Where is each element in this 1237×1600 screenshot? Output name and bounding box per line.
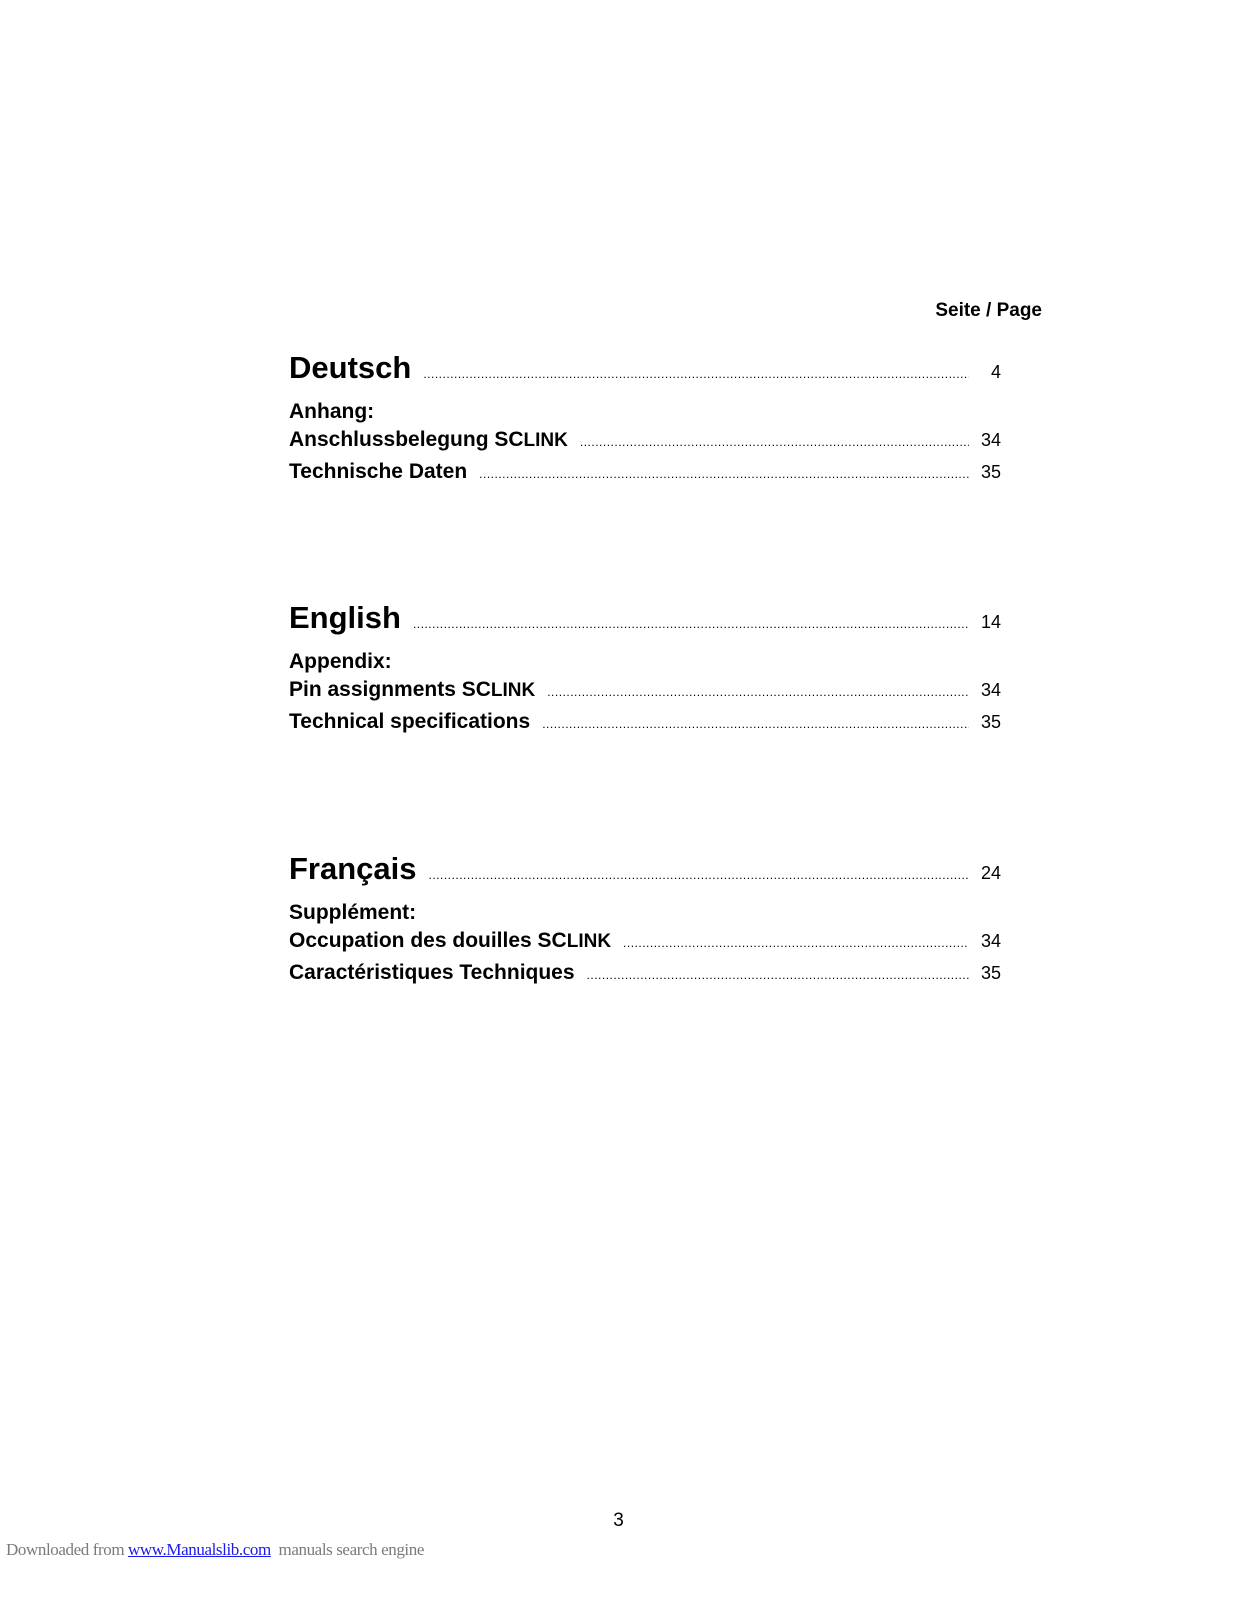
- toc-entry-deutsch[interactable]: [289, 350, 1002, 396]
- entry-label: Caractéristiques Techniques: [289, 961, 575, 984]
- entry-label: Occupation des douilles SCLINK: [289, 929, 612, 952]
- toc-entry[interactable]: [289, 460, 1002, 492]
- section-title: English: [289, 600, 401, 635]
- sub-heading: Appendix:: [289, 650, 392, 673]
- page-ref: 34: [980, 931, 1001, 951]
- page-ref: 24: [980, 863, 1001, 883]
- toc-entry[interactable]: [289, 710, 1002, 742]
- entry-label: Technische Daten: [289, 460, 468, 483]
- toc-section-francais: [289, 851, 1002, 993]
- sub-heading: Supplément:: [289, 901, 417, 924]
- toc-entry[interactable]: [289, 678, 1002, 710]
- page-ref: 34: [980, 430, 1001, 450]
- dot-leader: [623, 936, 969, 950]
- toc-entry[interactable]: [289, 929, 1002, 961]
- entry-label: Pin assignments SCLINK: [289, 678, 536, 701]
- dot-leader: [423, 367, 969, 381]
- dot-leader: [547, 685, 969, 699]
- toc-section-english: [289, 600, 1002, 742]
- credit-suffix: manuals search engine: [270, 1540, 424, 1559]
- toc-entry[interactable]: [289, 961, 1002, 993]
- footer-credit: [6, 1540, 424, 1560]
- entry-label: Technical specifications: [289, 710, 531, 733]
- page-ref: 35: [980, 712, 1001, 732]
- entry-label: Anschlussbelegung SCLINK: [289, 428, 568, 451]
- dot-leader: [413, 617, 969, 631]
- page-ref: 34: [980, 680, 1001, 700]
- toc-section-deutsch: [289, 350, 1002, 492]
- toc-entry-francais[interactable]: [289, 851, 1002, 897]
- toc-entry[interactable]: [289, 428, 1002, 460]
- manualslib-link[interactable]: www.Manualslib.com: [128, 1540, 271, 1559]
- section-title: Français: [289, 851, 417, 886]
- page-number: 3: [613, 1510, 624, 1531]
- page-ref: 35: [980, 963, 1001, 983]
- page-ref: 35: [980, 462, 1001, 482]
- dot-leader: [429, 868, 969, 882]
- page-column-heading: Seite / Page: [935, 300, 1042, 321]
- sub-heading: Anhang:: [289, 400, 375, 423]
- credit-prefix: Downloaded from: [6, 1540, 129, 1559]
- page-ref: 14: [980, 612, 1001, 632]
- dot-leader: [542, 717, 969, 731]
- dot-leader: [587, 968, 969, 982]
- dot-leader: [479, 467, 969, 481]
- page-ref: 4: [990, 362, 1001, 382]
- toc-entry-english[interactable]: [289, 600, 1002, 646]
- section-title: Deutsch: [289, 350, 412, 385]
- dot-leader: [580, 435, 969, 449]
